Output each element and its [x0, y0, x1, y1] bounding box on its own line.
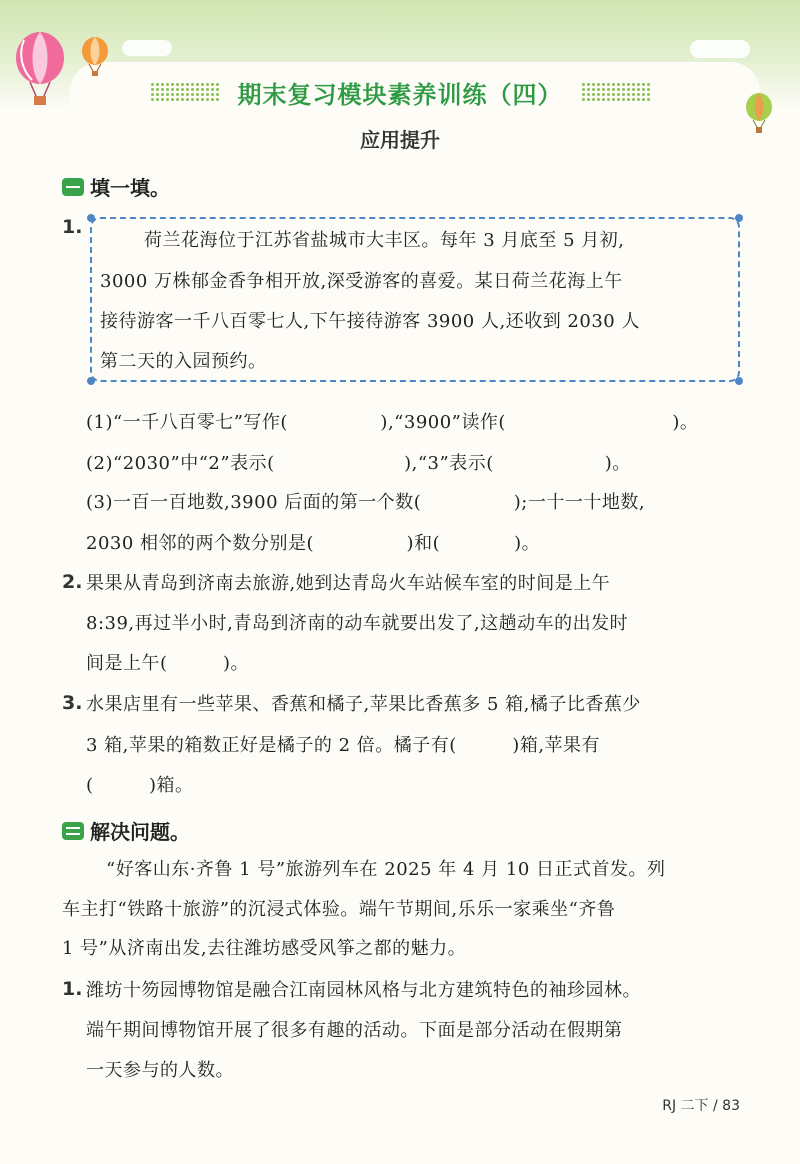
question-number: 1.: [62, 978, 83, 1000]
question-number: 2.: [62, 571, 83, 593]
question-part: (2)“2030”中“2”表示( ),“3”表示( )。: [86, 453, 631, 474]
question-line: 果果从青岛到济南去旅游,她到达青岛火车站候车室的时间是上午: [86, 573, 611, 594]
question-line: 3 箱,苹果的箱数正好是橘子的 2 倍。橘子有( )箱,苹果有: [86, 735, 601, 756]
section-two-icon: [62, 822, 84, 840]
question-line: 端午期间博物馆开展了很多有趣的活动。下面是部分活动在假期第: [86, 1020, 623, 1041]
passage-line: 接待游客一千八百零七人,下午接待游客 3900 人,还收到 2030 人: [100, 311, 640, 332]
dot-pattern-right: [581, 82, 651, 102]
intro-line: 1 号”从济南出发,去往潍坊感受风筝之都的魅力。: [62, 938, 467, 959]
question-line: 8:39,再过半小时,青岛到济南的动车就要出发了,这趟动车的出发时: [86, 613, 629, 634]
section-heading-label: 解决问题。: [90, 820, 190, 844]
question-line: 间是上午( )。: [86, 653, 250, 674]
passage-line: 荷兰花海位于江苏省盐城市大丰区。每年 3 月底至 5 月初,: [144, 230, 625, 251]
section-heading-label: 填一填。: [90, 176, 170, 200]
question-line: 潍坊十笏园博物馆是融合江南园林风格与北方建筑特色的袖珍园林。: [86, 980, 641, 1001]
passage-line: 3000 万株郁金香争相开放,深受游客的喜爱。某日荷兰花海上午: [100, 271, 623, 292]
page-footer: RJ 二下 / 83: [662, 1098, 740, 1114]
question-part: (1)“一千八百零七”写作( ),“3900”读作( )。: [86, 412, 699, 433]
cloud-decoration: [690, 40, 750, 58]
question-number: 1.: [62, 216, 83, 238]
passage-line: 第二天的入园预约。: [100, 351, 267, 372]
corner-dot: [735, 214, 743, 222]
intro-line: “好客山东·齐鲁 1 号”旅游列车在 2025 年 4 月 10 日正式首发。列: [106, 859, 666, 880]
section-one-icon: [62, 178, 84, 196]
page-title: 期末复习模块素养训练（四）: [237, 80, 563, 109]
section-heading-solve: [62, 816, 190, 845]
title-row: [0, 74, 800, 110]
question-line: 一天参与的人数。: [86, 1060, 234, 1081]
intro-line: 车主打“铁路十旅游”的沉浸式体验。端午节期间,乐乐一家乘坐“齐鲁: [62, 899, 616, 920]
dot-pattern-left: [150, 82, 220, 102]
corner-dot: [87, 214, 95, 222]
page-subtitle: 应用提升: [360, 128, 440, 152]
question-number: 3.: [62, 692, 83, 714]
question-line: ( )箱。: [86, 775, 194, 796]
question-part: 2030 相邻的两个数分别是( )和( )。: [86, 533, 541, 554]
corner-dot: [87, 377, 95, 385]
cloud-decoration: [122, 40, 172, 56]
question-part: (3)一百一百地数,3900 后面的第一个数( );一十一十地数,: [86, 492, 646, 513]
corner-dot: [735, 377, 743, 385]
hot-air-balloon-orange-icon: [78, 36, 112, 78]
section-heading-fill: [62, 172, 170, 201]
question-line: 水果店里有一些苹果、香蕉和橘子,苹果比香蕉多 5 箱,橘子比香蕉少: [86, 694, 641, 715]
